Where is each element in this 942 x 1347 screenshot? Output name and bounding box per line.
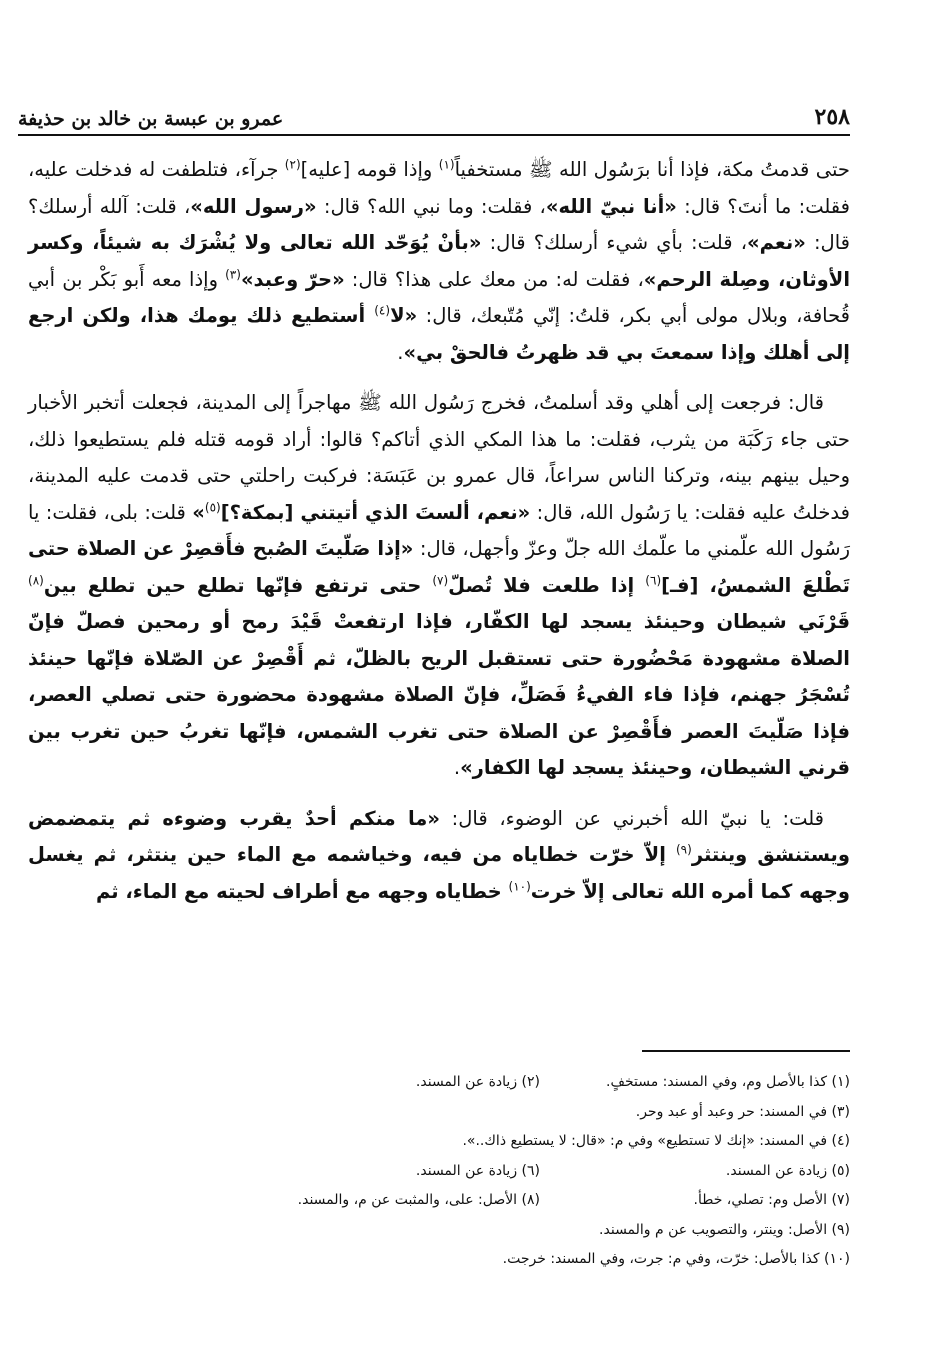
quote-span: «نعم» xyxy=(747,231,806,254)
quote-span: «نعم، ألستَ الذي أتيتني [بمكة؟] xyxy=(220,500,531,524)
page-header xyxy=(18,96,850,136)
footnote: (٤) في المسند: «إنك لا تستطيع» وفي م: «قال: لا يستطيع ذاك..». xyxy=(462,1133,850,1149)
running-title: عمرو بن عبسة بن خالد بن حذيفة xyxy=(18,108,284,130)
text-span: ، فقلت له: من معك على هذا؟ قال: xyxy=(344,267,644,291)
paragraph-1 xyxy=(28,152,850,371)
footnote: (٧) الأصل وم: تصلي، خطأ. xyxy=(693,1192,850,1208)
quote-span: «حرّ وعبد» xyxy=(240,267,345,291)
text-span: ، قلت: بأي شيء أرسلك؟ قال: xyxy=(481,231,747,254)
quote-span: أستطيع ذلك يومك هذا، ولكن ارجع إلى أهلك وإذا سمعتَ بي قد ظهرتُ فالحقْ بي» xyxy=(28,304,850,364)
footnote-row xyxy=(60,1098,850,1128)
quote-span: حتى ترتفع فإنّها تطلع حين تطلع بين xyxy=(43,573,433,597)
footnote-separator xyxy=(642,1050,850,1052)
text-span: ، قلت: آلله أرسلك؟ قال: xyxy=(28,194,850,254)
quote-span: إذا طلعت فلا تُصلّ xyxy=(448,573,646,597)
footnote: (٥) زيادة عن المسند. xyxy=(725,1162,850,1179)
text-span: قلت: بلى، فقلت: يا رَسُول الله علّمني ما علّمك الله جلّ وعزّ وأجهل، قال: xyxy=(28,500,850,560)
quote-span: خطاياه وجهه مع أطراف لحيته مع الماء، ثم xyxy=(95,879,509,903)
quote-span: قَرْنَي شيطان وحينئذ يسجد لها الكفّار، فإذا ارتفعتْ قَيْدَ رمح أو رمحين فصلّ فإنّ الصلاة مشهودة مَحْضُورة حتى تستقبل الريح بالظلّ، ثم أَقْصِرْ عن الصّلاة فإنّها حينئذ تُسْجَرُ جهنم، فإذا فاء الفيءُ فَصَلِّ، فإنّ الصلاة مشهودة محضورة حتى تصلي العصر، فإذا صَلّيتَ العصر فأَقْصِرْ عن الصلاة حتى تغرب الشمس، فإنّها تغربُ حين تغرب بين قرني الشيطان، وحينئذ يسجد لها الكفار» xyxy=(28,610,850,779)
text-span: حتى قدمتُ مكة، فإذا أنا برَسُول الله ﷺ مستخفياً xyxy=(454,158,850,181)
quote-span: «ما منكم أحدٌ يقرب وضوءه ثم يتمضمض ويستنشق وينتثر xyxy=(28,806,850,866)
footnote-ref: (٦) xyxy=(645,573,662,587)
footnote-ref: (٧) xyxy=(432,573,449,587)
footnote-ref: (١) xyxy=(438,157,455,172)
footnotes xyxy=(60,1068,850,1275)
quote-span: » xyxy=(192,500,205,524)
footnote: (٣) في المسند: حر وعبد أو عبد وحر. xyxy=(635,1103,850,1120)
page-number: ٢٥٨ xyxy=(814,104,850,130)
footnote-row xyxy=(60,1127,850,1157)
quote-span: إلاّ خرّت خطاياه من فيه، وخياشمه مع الماء حين ينتثر، ثم يغسل وجهه كما أمره الله تعالى إلاّ خرت xyxy=(28,843,850,903)
footnote: (١٠) كذا بالأصل: خرّت، وفي م: جرت، وفي المسند: خرجت. xyxy=(502,1251,850,1267)
text-span: وإذا قومه [عليه] xyxy=(300,158,439,181)
footnote-ref: (٨) xyxy=(28,573,44,587)
footnote: (٩) الأصل: وينتر، والتصويب عن م والمسند. xyxy=(599,1221,850,1238)
footnote-ref: (٩) xyxy=(675,842,692,857)
main-text xyxy=(28,152,850,924)
footnote-ref: (٥) xyxy=(204,500,221,514)
footnote-ref: (٢) xyxy=(284,157,301,172)
footnote: (١) كذا بالأصل وم، وفي المسند: مستخفٍ. xyxy=(606,1074,850,1090)
paragraph-3 xyxy=(28,801,850,911)
quote-span: «أنا نبيّ الله» xyxy=(545,194,677,218)
text-span: قلت: يا نبيّ الله أخبرني عن الوضوء، قال: xyxy=(439,806,824,830)
text-span: . xyxy=(453,756,461,779)
quote-span: «بأنْ يُوَحّد الله تعالى ولا يُشْرَك به شيئاً، وكسر الأوثان، وصِلة الرحم» xyxy=(28,231,850,291)
footnote-ref: (١٠) xyxy=(508,879,531,893)
footnote-row xyxy=(60,1245,850,1275)
footnote-ref: (٣) xyxy=(225,267,241,281)
quote-span: «إذا صَلّيتَ الصُبح فأَقصِرْ عن الصلاة حتى تَطْلعَ الشمسُ، [فـ] xyxy=(28,537,851,597)
footnote: (٢) زيادة عن المسند. xyxy=(415,1074,540,1090)
footnote-row xyxy=(60,1186,850,1216)
paragraph-2 xyxy=(28,385,850,787)
text-span: وإذا معه أَبو بَكْر بن أبي قُحافة، وبلال مولى أبي بكر، قلتُ: إنّي مُتّبعك، قال: xyxy=(28,267,851,327)
text-span: . xyxy=(397,340,404,364)
footnote-row xyxy=(60,1068,850,1098)
text-span: قال: فرجعت إلى أهلي وقد أسلمتُ، فخرج رَسُول الله ﷺ مهاجراً إلى المدينة، فجعلت أتخبر الأخبار حتى جاء رَكَبَة من يثرب، فقلت: ما هذا المكي الذي أتاكم؟ قالوا: أراد قومه قتله فلم يستطيعوا ذلك، وحيل بينهم بينه، وتركنا الناس سراعاً، قال عمرو بن عَبَسَة: فركبت راحلتي حتى قدمت عليه المدينة، فدخلتُ عليه فقلت: يا رَسُول الله، قال: xyxy=(28,391,850,524)
text-span: ، فقلت: وما نبي الله؟ قال: xyxy=(316,194,546,218)
quote-span: «لا xyxy=(390,304,418,327)
footnote-row xyxy=(60,1157,850,1187)
footnote: (٦) زيادة عن المسند. xyxy=(415,1162,540,1179)
footnote-row xyxy=(60,1216,850,1246)
footnote-ref: (٤) xyxy=(374,303,391,318)
footnote: (٨) الأصل: على، والمثبت عن م، والمسند. xyxy=(297,1192,540,1208)
text-span: جرآء، فتلطفت له فدخلت عليه، فقلت: ما أنتَ؟ قال: xyxy=(28,158,850,218)
quote-span: «رسول الله» xyxy=(190,194,317,218)
